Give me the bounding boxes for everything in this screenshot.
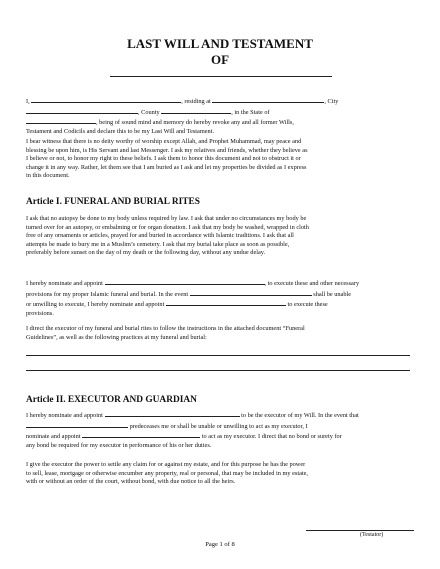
funeral-executor-blank[interactable] xyxy=(105,278,265,285)
burial-practices-line-1[interactable] xyxy=(26,355,410,356)
alternate-funeral-executor-blank[interactable] xyxy=(166,299,286,306)
witness-paragraph: I bear witness that there is no deity worthy of worship except Allah, and Prophet Muhammad, may peace and blessing be upon him, is His Servant and last Messenger. I ask my relatives and friends, whether they believe as I believe or not, to honor my right to these beliefs. I ask them to honor this document and not to obstruct it or change it in any way. Rather, let them see that I am buried as I ask and let my properties be divided as I express in this document. xyxy=(26,138,308,180)
city-blank[interactable] xyxy=(26,107,138,114)
testator-signature-line[interactable] xyxy=(306,530,414,531)
testator-label: (Testator) xyxy=(360,532,384,538)
intro-paragraph: I, , residing at , City , County , in the State of , being of sound mind and memory do hereby revoke any and all former Wills, Testament and Codicils and declare this to be my Last Will and Testament. xyxy=(26,98,339,135)
state-blank[interactable] xyxy=(26,117,96,124)
burial-practices-line-2[interactable] xyxy=(26,370,410,371)
county-blank[interactable] xyxy=(161,107,231,114)
address-blank[interactable] xyxy=(212,96,324,103)
executor-blank[interactable] xyxy=(105,410,240,417)
testator-name-line[interactable] xyxy=(110,76,332,77)
article-1-paragraph-1: I ask that no autopsy be done to my body unless required by law. I ask that under no circumstances my body be turned over for an autopsy, or embalming or for organ donation. I ask that my body be washed, wrapped in cloth free of any ornaments or articles, prayed for and buried in accordance with Islamic traditions. I ask that all attempts be made to bury me in a Muslim’s cemetery. I ask that my burial take place as soon as possible, preferably before sunset on the day of my death or the following day, without any undue delay. xyxy=(26,215,309,257)
article-2-heading: Article II. EXECUTOR AND GUARDIAN xyxy=(26,395,197,405)
article-1-heading: Article I. FUNERAL AND BURIAL RITES xyxy=(26,197,200,207)
article-1-paragraph-2: I hereby nominate and appoint , to execute these and other necessary provisions for my proper Islamic funeral and burial. In the event shall be unable or unwilling to execute, I hereby nominate and appoint to execute these provisions. xyxy=(26,280,360,317)
article-2-paragraph-2: I give the executor the power to settle any claim for or against my estate, and for this purpose he has the power to sell, lease, mortgage or otherwise encumber any property, real or personal, that may be included in my estate, with or without an order of the court, without bond, with due notice to all the heirs. xyxy=(26,461,308,486)
article-1-paragraph-3: I direct the executor of my funeral and burial rites to follow the instructions in the attached document “Funeral Guidelines”, as well as the following practices at my funeral and burial: xyxy=(26,325,305,341)
document-title-of: OF xyxy=(210,52,230,67)
document-title: LAST WILL AND TESTAMENT xyxy=(127,36,313,51)
name-blank[interactable] xyxy=(31,96,181,103)
executor-name-blank[interactable] xyxy=(26,421,128,428)
article-2-paragraph-1: I hereby nominate and appoint to be the executor of my Will. In the event that predeceases me or shall be unable or unwilling to act as my executor, I nominate and appoint to act as my executor. I direct that no bond or surety for any bond be required for my executor in performance of his or her duties. xyxy=(26,412,359,449)
funeral-executor-name-blank[interactable] xyxy=(190,289,312,296)
page-number: Page 1 of 8 xyxy=(205,541,235,548)
alternate-executor-blank[interactable] xyxy=(82,431,200,438)
